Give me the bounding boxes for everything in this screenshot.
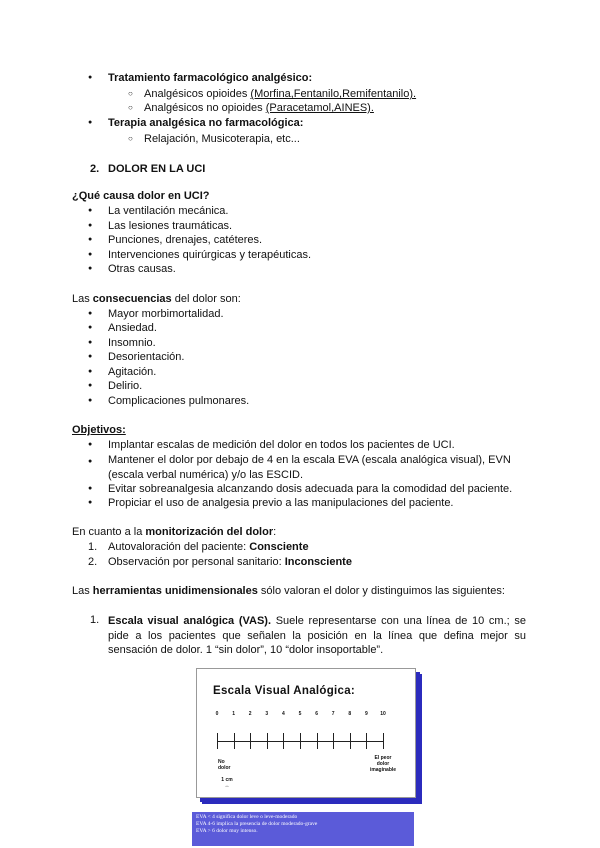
eva-legend-band [192,812,414,846]
vas-text: Suele representarse con una línea de 10 cm.; se pide a los pacientes que señalen la posición en la línea que defina mejor su sensación de dolor. 1 “sin dolor”, 10 “dolor insoportable”. [108,615,526,657]
causa-heading: ¿Qué causa dolor en UCI? [72,190,210,202]
left-label-2: dolor [218,765,231,771]
tick-mark [267,733,268,749]
right-label-2: dolor [376,761,390,767]
herr-pre: Las [72,585,93,597]
vas-paragraph [108,614,526,658]
herr-post: sólo valoran el dolor y distinguimos las siguientes: [257,585,505,597]
vas-figure [196,668,416,798]
no-opioides-link[interactable]: (Paracetamol,AINES). [265,102,374,114]
vas-bold: Escala visual analógica (VAS). [108,615,272,627]
consec-bold: consecuencias [92,293,172,305]
consec-item: ● Delirio. [108,380,142,392]
sub-opioides-text: Analgésicos opioides [144,88,251,100]
monitor-bold-2: Inconsciente [284,556,352,568]
right-label-3: imaginable [369,767,397,773]
tick-mark [317,733,318,749]
monitor-item-1 [88,541,309,553]
tick-label: 6 [315,711,318,717]
objetivo-item: ● Implantar escalas de medición del dolor en todos los pacientes de UCI. [108,439,455,451]
eva-legend-line: EVA > 6 dolor muy intenso. [196,828,258,834]
sub-relajacion: ○ Relajación, Musicoterapia, etc... [144,133,300,145]
tick-label: 5 [298,711,302,717]
tick-mark [383,733,384,749]
consec-item: ● Complicaciones pulmonares. [108,395,249,407]
figure-title: Escala Visual Analógica: [213,685,356,697]
right-label-1: El peor [374,755,392,761]
bullet-terapia: ● Terapia analgésica no farmacológica: [108,117,303,129]
tick-label: 4 [282,711,285,717]
monitor-pre: En cuanto a la [72,526,146,538]
consec-post: del dolor son: [171,293,241,305]
consec-item: ● Mayor morbimortalidad. [108,308,224,320]
section-title: DOLOR EN LA UCI [108,163,206,175]
monitor-num-1: 1. [88,541,98,553]
tick-mark [250,733,251,749]
tick-label: 2 [248,711,252,717]
tick-mark [350,733,351,749]
sub-no-opioides-text: Analgésicos no opioides [144,102,266,114]
causa-item: ● Las lesiones traumáticas. [108,220,232,232]
right-label [370,755,396,773]
tick-mark [283,733,284,749]
tick-mark [333,733,334,749]
monitor-post: : [273,526,277,538]
tick-label: 1 [232,711,235,717]
causa-item: ● Punciones, drenajes, catéteres. [108,234,262,246]
tick-mark [217,733,218,749]
monitor-bold-1: Consciente [249,541,309,553]
tick-label: 8 [348,711,352,717]
objetivos-heading: Objetivos: [72,424,126,436]
sub-no-opioides [144,102,374,114]
tick-label: 10 [380,711,386,717]
tick-label: 0 [215,711,219,717]
tick-label: 7 [331,711,335,717]
eva-legend-line: EVA 4-6 implica la presencia de dolor moderado-grave [196,821,318,827]
objetivo-item: ● Propiciar el uso de analgesia previo a las manipulaciones del paciente. [108,497,454,509]
consec-item: ● Ansiedad. [108,322,157,334]
monitor-text-2: Observación por personal sanitario: [108,556,285,568]
tick-mark [300,733,301,749]
tick-mark [234,733,235,749]
left-label-1: No [218,759,225,765]
herramientas-intro [72,585,505,597]
monitor-item-2 [88,556,352,568]
consecuencias-intro [72,293,241,305]
consec-item: ● Desorientación. [108,351,184,363]
unit-label [221,777,232,789]
consec-pre: Las [72,293,93,305]
causa-item: ● Intervenciones quirúrgicas y terapéuticas. [108,249,311,261]
vas-num: 1. [90,614,100,626]
unit-label-1: 1 cm [221,777,233,783]
sub-opioides [144,88,416,100]
tick-label: 3 [265,711,269,717]
objetivo-item: ● Evitar sobreanalgesia alcanzando dosis adecuada para la comodidad del paciente. [108,483,512,495]
causa-item: ● Otras causas. [108,263,176,275]
tick-mark [366,733,367,749]
monitor-text-1: Autovaloración del paciente: [108,541,250,553]
objetivo-item: ● Mantener el dolor por debajo de 4 en la escala EVA (escala analógica visual), EVN (escala verbal numérica) y/o las ESCID. [108,453,528,482]
tick-label: 9 [365,711,368,717]
herr-bold: herramientas unidimensionales [92,585,258,597]
eva-legend-line: EVA < 4 significa dolor leve o leve-moderado [196,814,298,820]
bullet-tratamiento: ● Tratamiento farmacológico analgésico: [108,72,312,84]
unit-arrow-icon: ↔ [224,783,230,789]
consec-item: ● Agitación. [108,366,156,378]
section-number: 2. [90,163,100,175]
left-label [218,759,231,771]
monitor-num-2: 2. [88,556,98,568]
opioides-link[interactable]: (Morfina,Fentanilo,Remifentanilo). [250,88,417,100]
monitor-bold: monitorización del dolor [145,526,274,538]
monitor-intro [72,526,276,538]
consec-item: ● Insomnio. [108,337,156,349]
causa-item: ● La ventilación mecánica. [108,205,228,217]
